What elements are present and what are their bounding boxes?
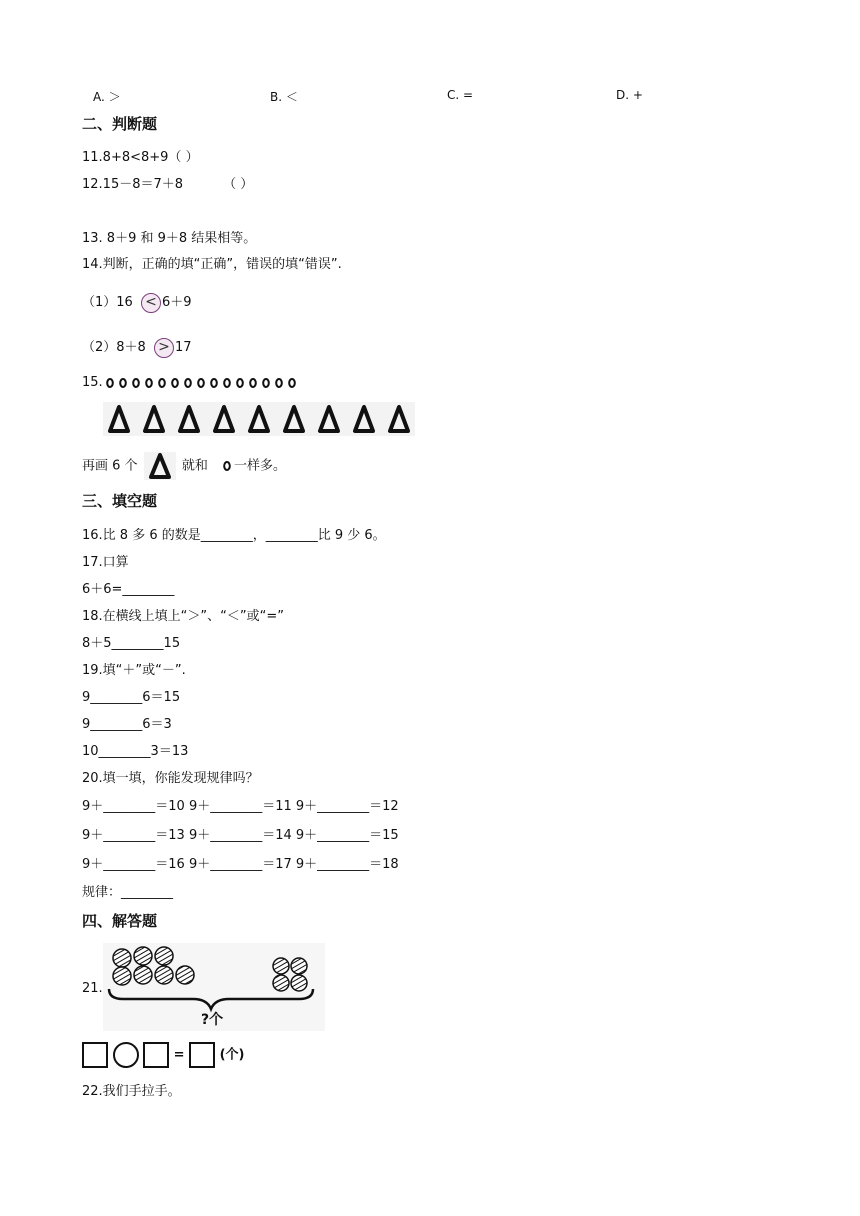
question-20-rule: 规律：________ <box>82 885 174 900</box>
unit-label: (个) <box>219 1047 245 1063</box>
small-circle-icon <box>220 459 234 473</box>
q14-2-left: （2）8＋8 <box>82 340 146 355</box>
option-d: D. + <box>616 88 643 102</box>
question-15-text <box>82 452 286 480</box>
balls-brace-image <box>103 943 325 1031</box>
circle-row-image <box>105 376 300 393</box>
q14-1-left: （1）16 <box>82 295 133 310</box>
question-12 <box>82 176 253 194</box>
q14-1-right: 6＋9 <box>161 295 192 310</box>
question-20-row-2: 9＋________＝13 9＋________＝14 9＋________＝15 <box>82 828 399 843</box>
small-circles-icon <box>105 376 300 390</box>
question-17: 17.口算 <box>82 555 129 570</box>
question-14-part-2 <box>82 337 192 359</box>
triangle-icon <box>144 452 176 480</box>
option-a: A. ＞ <box>93 90 121 104</box>
question-15-number: 15. <box>82 375 103 390</box>
q15-text-c: 一样多。 <box>233 458 286 474</box>
q14-2-right: 17 <box>174 340 192 355</box>
operator-circle[interactable] <box>113 1042 139 1068</box>
question-20-row-1: 9＋________＝10 9＋________＝11 9＋________＝12 <box>82 799 399 814</box>
q15-text-b: 就和 <box>181 458 208 474</box>
option-c: C. = <box>447 88 474 102</box>
question-11: 11.8+8<8+9（ ） <box>82 150 199 165</box>
question-12-paren: （ ） <box>223 177 254 192</box>
question-14: 14.判断，正确的填“正确”，错误的填“错误”. <box>82 257 342 272</box>
question-19-c: 10________3＝13 <box>82 744 189 759</box>
question-19-b: 9________6＝3 <box>82 717 172 732</box>
question-19: 19.填“＋”或“－”. <box>82 663 186 678</box>
option-b: B. ＜ <box>270 90 298 104</box>
question-20-row-3: 9＋________＝16 9＋________＝17 9＋________＝18 <box>82 857 399 872</box>
q15-text-a: 再画 6 个 <box>82 458 138 474</box>
answer-box-1[interactable] <box>82 1042 108 1068</box>
question-18: 18.在横线上填上“＞”、“＜”或“=” <box>82 609 284 624</box>
question-12-text: 12.15－8＝7＋8 <box>82 177 184 192</box>
question-18-a: 8＋5________15 <box>82 636 181 651</box>
question-21-number: 21. <box>82 981 103 996</box>
question-19-a: 9________6＝15 <box>82 690 181 705</box>
brace-label: ?个 <box>201 1012 224 1028</box>
triangle-row-image <box>103 402 415 436</box>
section-heading-judge: 二、判断题 <box>82 115 158 133</box>
answer-box-2[interactable] <box>143 1042 169 1068</box>
section-heading-answer: 四、解答题 <box>82 912 158 930</box>
question-17-a: 6＋6=________ <box>82 582 175 597</box>
circled-less-than-symbol: < <box>141 293 161 313</box>
question-22: 22.我们手拉手。 <box>82 1084 181 1099</box>
equals-sign: = <box>173 1047 185 1063</box>
equation-template <box>82 1042 244 1068</box>
question-20: 20.填一填，你能发现规律吗？ <box>82 771 259 786</box>
triangles-icon <box>103 402 415 436</box>
question-16: 16.比 8 多 6 的数是________，________比 9 少 6。 <box>82 528 386 543</box>
circled-greater-than-symbol: > <box>154 338 174 358</box>
answer-box-result[interactable] <box>189 1042 215 1068</box>
section-heading-fill: 三、填空题 <box>82 492 158 510</box>
question-13: 13. 8＋9 和 9＋8 结果相等。 <box>82 231 257 246</box>
question-14-part-1 <box>82 292 192 314</box>
